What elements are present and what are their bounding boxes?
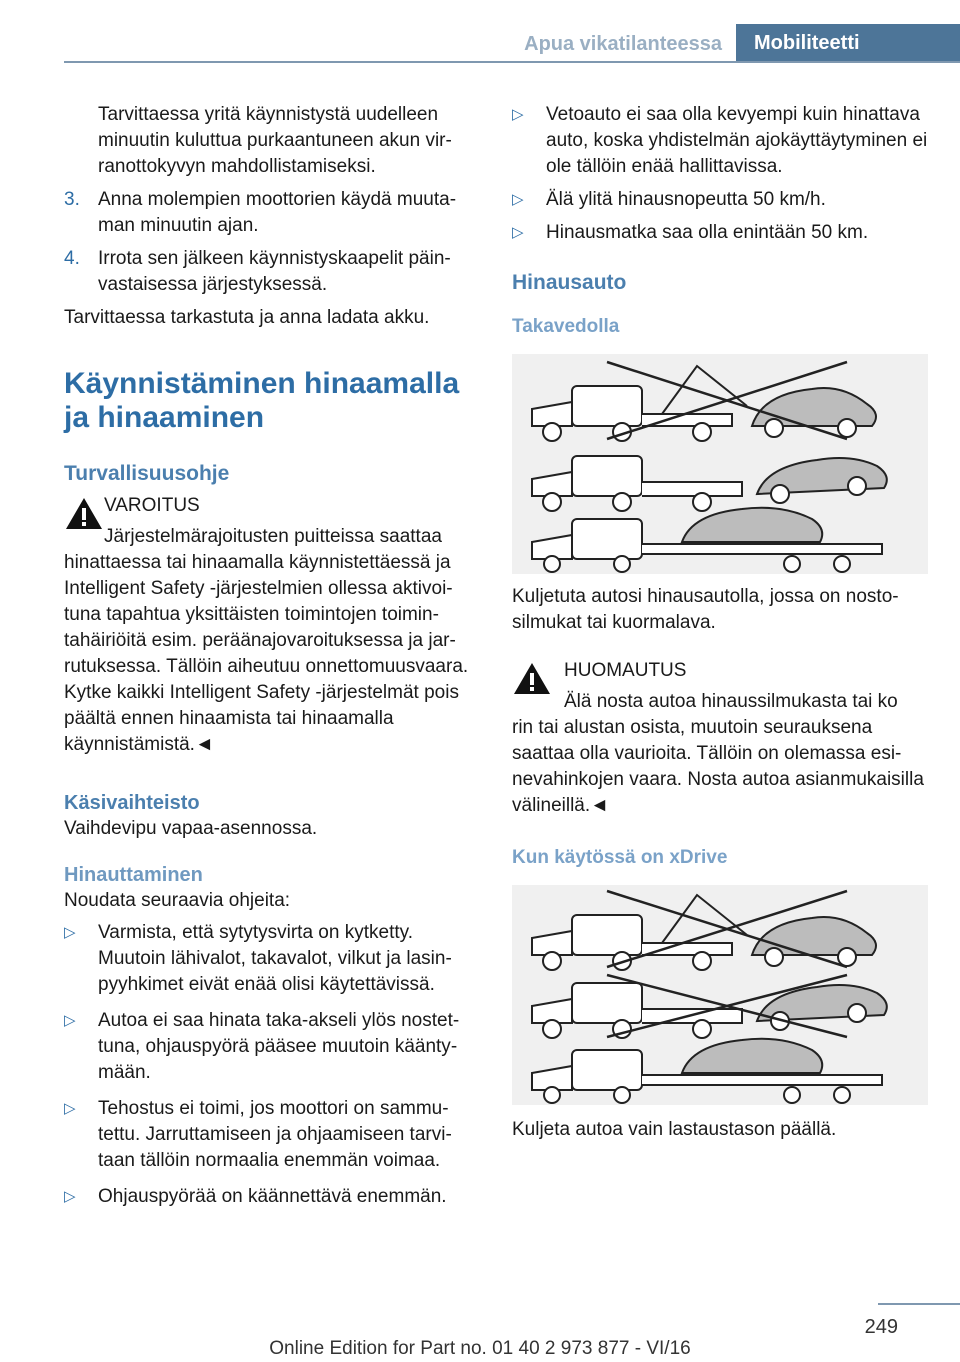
step-number: 4.	[64, 248, 80, 269]
notice-text: rin tai alustan osista, muutoin seurauksena saattaa olla vaurioita. Tällöin on olemassa esinevahinkojen vaara. Nosta autoa asianmukaisilla välineillä.◄	[512, 717, 924, 816]
safety-heading: Turvallisuusohje	[64, 462, 230, 485]
notice-block	[512, 658, 928, 819]
list-item	[64, 1008, 476, 1086]
list-item-text: Tehostus ei toimi, jos moottori on sammutettu. Jarruttamiseen ja ohjaamiseen tarvitaan tällöin normaalia enemmän voimaa.	[98, 1098, 452, 1171]
list-item	[512, 220, 928, 246]
manual-gearbox-text: Vaihdevipu vapaa-asennossa.	[64, 818, 318, 839]
towing-illustration-rwd	[512, 354, 928, 574]
towing-heading: Hinauttaminen	[64, 864, 203, 886]
rear-wheel-drive-heading: Takavedolla	[512, 316, 620, 337]
list-item-text: Älä ylitä hinausnopeutta 50 km/h.	[546, 189, 826, 210]
page-number: 249	[864, 1316, 898, 1338]
footer-rule	[878, 1303, 960, 1305]
bullet-triangle-icon: ▷	[512, 224, 524, 241]
header-rule	[64, 61, 960, 63]
step-item	[64, 246, 476, 298]
warning-label: VAROITUS	[104, 495, 200, 516]
manual-gearbox-heading: Käsivaihteisto	[64, 792, 200, 814]
bullet-triangle-icon: ▷	[64, 1188, 76, 1205]
step-text: Irrota sen jälkeen käynnistyskaapelit päinvastaisessa järjestyksessä.	[98, 248, 451, 295]
xdrive-heading: Kun käytössä on xDrive	[512, 847, 728, 868]
step-text: Anna molempien moottorien käydä muutaman minuutin ajan.	[98, 189, 457, 236]
list-item	[64, 1184, 476, 1210]
bullet-triangle-icon: ▷	[512, 191, 524, 208]
figure-caption: Kuljetuta autosi hinausautolla, jossa on nostosilmukat tai kuormalava.	[512, 586, 899, 633]
step-number: 3.	[64, 189, 80, 210]
list-item-text: Autoa ei saa hinata taka-akseli ylös nostettuna, ohjauspyörä pääsee muutoin kääntymään.	[98, 1010, 460, 1083]
warning-block	[64, 493, 476, 758]
bullet-triangle-icon: ▷	[512, 106, 524, 123]
warning-text-first-line: Järjestelmärajoitusten puitteissa saattaa	[104, 526, 442, 547]
section-heading: Käynnistäminen hinaamalla ja hinaaminen	[64, 367, 460, 434]
list-item-text: Vetoauto ei saa olla kevyempi kuin hinattava auto, koska yhdistelmän ajokäyttäytyminen ei ole tällöin enää hallittavissa.	[546, 104, 928, 177]
tow-truck-heading: Hinausauto	[512, 271, 627, 294]
list-item-text: Ohjauspyörää on käännettävä enemmän.	[98, 1186, 447, 1207]
towing-illustration-xdrive	[512, 885, 928, 1105]
warning-triangle-icon	[64, 495, 104, 531]
list-item	[64, 920, 476, 998]
list-item	[64, 1096, 476, 1174]
warning-text: hinattaessa tai hinaamalla käynnistettäessä ja Intelligent Safety -järjestelmien ollessa aktivoituna tapahtua yksittäisten toimintojen toimintahäiriöitä esim. peräänajovaroituksessa ja jarrutuksessa. Tällöin aiheutuu onnettomuusvaara. Kytke kaikki Intelligent Safety -järjestelmät pois päältä ennen hinaamista tai hinaamalla käynnistämistä.◄	[64, 552, 469, 755]
list-item-text: Varmista, että sytytysvirta on kytketty. Muutoin lähivalot, takavalot, vilkut ja lasinpyyhkimet eivät enää olisi käytettävissä.	[98, 922, 452, 995]
list-item-text: Hinausmatka saa olla enintään 50 km.	[546, 222, 869, 243]
header-section-title: Apua vikatilanteessa	[524, 33, 722, 55]
bullet-triangle-icon: ▷	[64, 1100, 76, 1117]
list-item	[512, 102, 928, 180]
edition-footer: Online Edition for Part no. 01 40 2 973 877 - VI/16	[269, 1338, 691, 1359]
intro-text: Tarvittaessa yritä käynnistystä uudelleen minuutin kuluttua purkaantuneen akun virranottokyvyn mahdollistamiseksi.	[98, 104, 452, 177]
notice-label: HUOMAUTUS	[564, 660, 687, 681]
warning-triangle-icon	[512, 660, 552, 696]
figure-caption: Kuljeta autoa vain lastaustason päällä.	[512, 1119, 837, 1140]
towing-intro: Noudata seuraavia ohjeita:	[64, 890, 291, 911]
tow-truck-illustration	[512, 354, 928, 574]
header-chapter-tab: Mobiliteetti	[736, 24, 960, 62]
list-item	[512, 187, 928, 213]
right-column	[512, 102, 928, 1143]
step-item	[64, 187, 476, 239]
tow-truck-illustration	[512, 885, 928, 1105]
bullet-triangle-icon: ▷	[64, 1012, 76, 1029]
bullet-triangle-icon: ▷	[64, 924, 76, 941]
left-column	[64, 102, 476, 1210]
check-battery-text: Tarvittaessa tarkastuta ja anna ladata akku.	[64, 307, 430, 328]
notice-text-first-line: Älä nosta autoa hinaussilmukasta tai ko	[564, 691, 898, 712]
